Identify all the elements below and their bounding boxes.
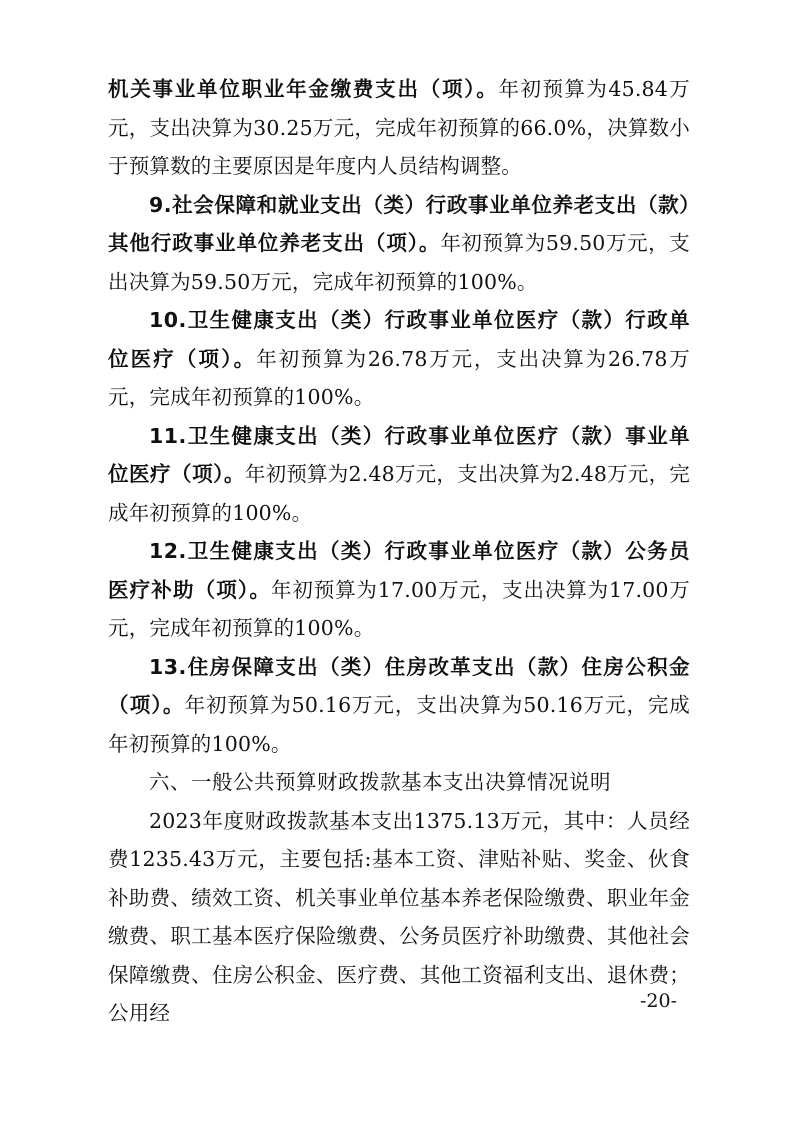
section-heading: 六、一般公共预算财政拨款基本支出决算情况说明 [149, 770, 611, 794]
paragraph-heading: 9.社会保障和就业支出（类）行政事业单位养老支出（款）其他行政事业单位养老支出（项）。 [108, 192, 690, 255]
paragraph-heading: 机关事业单位职业年金缴费支出（项）。 [108, 77, 499, 101]
paragraph-heading: 13.住房保障支出（类）住房改革支出（款）住房公积金（项）。 [108, 654, 690, 717]
page-number: -20- [640, 990, 678, 1012]
paragraph-text: 年初预算为2.48万元，支出决算为2.48万元，完成年初预算的100%。 [108, 462, 691, 525]
paragraph-heading: 12.卫生健康支出（类）行政事业单位医疗（款）公务员医疗补助（项）。 [108, 539, 690, 602]
paragraph-occupational-annuity [108, 70, 690, 186]
paragraph-text: 年初预算为17.00万元，支出决算为17.00万元，完成年初预算的100%。 [108, 577, 690, 640]
paragraph-item-12 [108, 532, 690, 648]
paragraph-item-11 [108, 417, 690, 533]
paragraph-item-9 [108, 186, 690, 302]
paragraph-item-10 [108, 301, 690, 417]
paragraph-text: 年初预算为50.16万元，支出决算为50.16万元，完成年初预算的100%。 [108, 693, 691, 756]
paragraph-basic-expenditure: 2023年度财政拨款基本支出1375.13万元，其中：人员经费1235.43万元，主要包括:基本工资、津贴补贴、奖金、伙食补助费、绩效工资、机关事业单位基本养老保险缴费、职业年金缴费、职工基本医疗保险缴费、公务员医疗补助缴费、其他社会保障缴费、住房公积金、医疗费、其他工资福利支出、退休费；公用经 [108, 808, 690, 1025]
paragraph-text: 年初预算为59.50万元，支出决算为59.50万元，完成年初预算的100%。 [108, 231, 690, 294]
paragraph-item-13 [108, 648, 690, 764]
paragraph-heading: 10.卫生健康支出（类）行政事业单位医疗（款）行政单位医疗（项）。 [108, 308, 690, 371]
paragraph-text: 年初预算为45.84万元，支出决算为30.25万元，完成年初预算的66.0%，决算数小于预算数的主要原因是年度内人员结构调整。 [108, 77, 691, 178]
paragraph-text: 年初预算为26.78万元，支出决算为26.78万元，完成年初预算的100%。 [108, 346, 690, 409]
paragraph-heading: 11.卫生健康支出（类）行政事业单位医疗（款）事业单位医疗（项）。 [108, 423, 690, 486]
document-body [108, 70, 690, 1033]
